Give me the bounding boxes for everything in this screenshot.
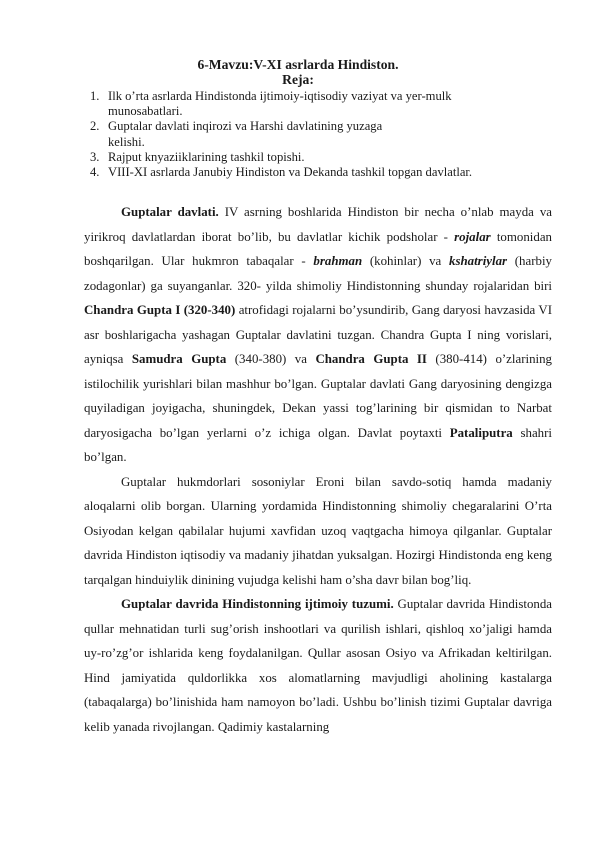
term-rojalar: rojalar — [454, 229, 491, 244]
text-run: Guptalar davrida Hindistonda qullar mehnatidan turli sug’orish inshootlari va qurilish ishlari, qishloq xo’jaligi hamda uy-ro’zg’or ishlarida keng foydalanilgan. Qullar asosan Osiyo va Afrikadan keltirilgan. Hind jamiyatida quldorlikka xos alomatlarning mavjudligi aholining kastalarga (tabaqalarga) bo’linishida ham namoyon bo’ladi. Ushbu bo’linish tizimi Guptalar davriga kelib yanada rivojlangan. Qadimiy kastalarning — [84, 597, 553, 734]
plan-item-text: Rajput knyaziiklarining tashkil topishi. — [108, 149, 305, 164]
plan-item-text: Ilk o’rta asrlarda Hindistonda ijtimoiy-iqtisodiy vaziyat va yer-mulk munosabatlari. — [108, 89, 452, 119]
plan-heading: Reja: — [282, 72, 314, 87]
text-run: Guptalar hukmdorlari sosoniylar Eroni bilan savdo-sotiq hamda madaniy aloqalarni olib borgan. Ularning yordamida Hindistonning shimoliy chegaralarini O’rta Osiyodan kelgan qabilalar hujumi xavfidan uzoq vaqtgacha himoya qilganlar. Guptalar davrida Hindiston iqtisodiy va madaniy jihatdan yuksalgan. Hozirgi Hindistonda eng keng tarqalgan hinduiylik dinining vujudga kelishi ham o’sha davr bilan bog’liq. — [84, 474, 552, 587]
plan-list — [86, 89, 526, 180]
text-run: (340-380) va — [226, 352, 316, 366]
plan-item-4 — [86, 165, 526, 180]
paragraph-guptalar-hukmdorlari — [84, 470, 552, 593]
page-title: 6-Mavzu:V-XI asrlarda Hindiston. — [197, 57, 399, 72]
paragraph-guptalar-davlati — [84, 200, 552, 470]
plan-item-number: 4. — [90, 165, 100, 180]
plan-item-text: VIII-XI asrlarda Janubiy Hindiston va Dekanda tashkil topgan davlatlar. — [108, 165, 473, 180]
paragraph-ijtimoiy-tuzum — [84, 592, 552, 739]
text-run: shahri bo’lgan. — [84, 425, 552, 464]
plan-item-number: 1. — [90, 89, 100, 103]
plan-item-number: 3. — [90, 149, 100, 164]
plan-item-text: Guptalar davlati inqirozi va Harshi davlatining yuzaga kelishi. — [108, 119, 383, 149]
plan-item-3 — [86, 150, 526, 165]
section-heading-ijtimoiy-tuzum: Guptalar davrida Hindistonning ijtimoiy tuzumi. — [121, 597, 394, 611]
text-run: (380-414) o’zlarining istilochilik yurishlari bilan mashhur bo’lgan. Guptalar davlati Gang daryosining dengizga quyiladigan joyigacha, shuningdek, Dekan yassi tog’larining bir qismidan to Narbat daryosigacha bo’lgan yerlarni o’z ichiga olgan. Davlat poytaxti — [84, 352, 552, 440]
text-run: tomonidan boshqarilgan. Ular hukmron tabaqalar - — [84, 229, 552, 268]
term-kshatriylar: kshatriylar — [449, 254, 508, 268]
term-brahman: brahman — [313, 254, 363, 268]
plan-item-2 — [86, 119, 396, 149]
section-heading-guptalar-davlati: Guptalar davlati. — [121, 205, 219, 219]
text-run: (kohinlar) va — [362, 254, 450, 268]
text-run: IV asrning boshlarida Hindiston bir necha o’nlab mayda va yirikroq davlatlardan iborat bo’lib, bu davlatlar kichik podsholar - — [84, 205, 553, 244]
name-samudra-gupta: Samudra Gupta — [131, 352, 227, 366]
name-pataliputra: Pataliputra — [449, 425, 513, 440]
text-run: atrofidagi rojalarni bo’ysundirib, Gang daryosi havzasida VI asr boshlarigacha yashagan Guptalar davlatini tuzgan. Chandra Gupta I ning vorislari, ayniqsa — [84, 303, 552, 366]
name-chandra-gupta-i: Chandra Gupta I (320-340) — [84, 303, 236, 317]
body-text — [84, 200, 552, 739]
plan-item-number: 2. — [90, 119, 100, 134]
name-chandra-gupta-ii: Chandra Gupta II — [315, 352, 427, 366]
plan-item-1 — [86, 89, 526, 119]
text-run: (harbiy zodagonlar) ga suyanganlar. 320- yilda shimoliy Hindistonning shunday rojalaridan biri — [84, 254, 552, 293]
